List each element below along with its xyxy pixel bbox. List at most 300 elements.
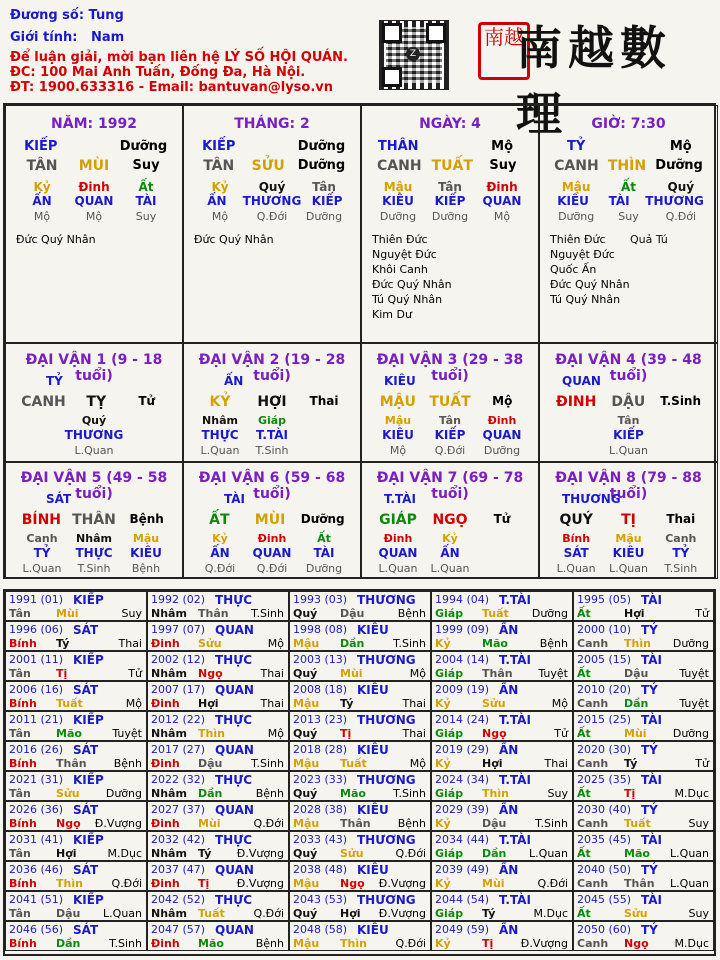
year-cell (147, 861, 289, 891)
star-item: Tú Quý Nhân (550, 293, 621, 306)
year-can: Tân (9, 787, 31, 800)
year-can: Canh (577, 697, 609, 710)
year-can: Kỷ (435, 877, 451, 890)
hidden-stem: Ất (138, 180, 154, 194)
year-can: Nhâm (151, 727, 187, 740)
year-truongsinh: T.Sinh (535, 817, 568, 830)
year-can: Bính (9, 757, 37, 770)
year-truongsinh: Tử (695, 757, 709, 770)
hidden-god: ẤN (210, 546, 230, 560)
pillar-hidden-row (16, 180, 172, 194)
year-chi: Tị (482, 937, 494, 950)
pillar-chi: TUẤT (431, 158, 473, 174)
year-label: 2016 (26) (9, 743, 64, 756)
year-cell (573, 921, 714, 951)
year-truongsinh: Bệnh (255, 937, 284, 950)
year-cell (147, 831, 289, 861)
year-cell (289, 741, 431, 771)
year-truongsinh: L.Quan (103, 907, 142, 920)
pillar-title: NĂM: 1992 (51, 116, 137, 132)
year-truongsinh: Dưỡng (105, 787, 142, 800)
year-cell (5, 621, 147, 651)
hidden-ts: T.Sinh (664, 562, 698, 575)
year-chi: Thân (482, 667, 513, 680)
daivan-truongsinh: Tử (138, 394, 156, 408)
year-can: Ất (577, 847, 591, 860)
year-truongsinh: Thai (402, 727, 426, 740)
hidden-god: KIÊU (382, 194, 414, 208)
year-truongsinh: Q.Đới (537, 877, 568, 890)
year-cell (289, 771, 431, 801)
hidden-ts: L.Quan (74, 444, 114, 457)
daivan-title: ĐẠI VẬN 2 (19 - 28 tuổi) (198, 352, 346, 384)
year-can: Tân (9, 667, 31, 680)
daivan-truongsinh: Thai (666, 512, 696, 526)
year-god: QUAN (215, 923, 254, 937)
year-truongsinh: Tử (695, 607, 709, 620)
year-god: SÁT (73, 863, 99, 877)
hidden-ts: L.Quan (22, 562, 62, 575)
daivan-title: ĐẠI VẬN 1 (9 - 18 tuổi) (25, 352, 163, 384)
pillar-cell (5, 105, 183, 343)
year-cell (5, 921, 147, 951)
hidden-god: QUAN (252, 546, 292, 560)
year-god: KIÊU (357, 683, 389, 697)
year-god: THƯƠNG (357, 713, 416, 727)
year-chi: Tuất (624, 817, 651, 830)
daivan-chi: THÂN (72, 512, 116, 528)
pillar-ts-row (550, 210, 707, 223)
year-cell (431, 861, 573, 891)
year-cell (289, 921, 431, 951)
daivan-truongsinh: T.Sinh (660, 394, 702, 408)
year-cell (5, 681, 147, 711)
daivan-top: TÀI (224, 492, 246, 506)
hidden-stem: Canh (665, 532, 697, 545)
year-truongsinh: M.Dục (107, 847, 142, 860)
daivan-hidden-row (16, 532, 172, 545)
year-truongsinh: Dưỡng (531, 607, 568, 620)
hidden-ts: L.Quan (430, 562, 470, 575)
year-label: 2048 (58) (293, 923, 348, 936)
hidden-ts (304, 444, 344, 457)
hidden-god: SÁT (563, 546, 589, 560)
year-chi: Dần (482, 847, 507, 860)
pillar-top: Dưỡng (119, 139, 168, 154)
year-chi: Tý (482, 907, 496, 920)
daivan-main-row (194, 394, 350, 410)
year-can: Canh (577, 637, 609, 650)
pillar-truongsinh: Dưỡng (655, 158, 703, 173)
daivan-ts-row (372, 444, 528, 457)
year-cell (289, 801, 431, 831)
daivan-cell (539, 343, 718, 463)
year-cell (573, 621, 714, 651)
year-label: 2015 (25) (577, 713, 632, 726)
year-truongsinh: Q.Đới (395, 847, 426, 860)
hidden-god: KIÊU (382, 428, 414, 442)
year-cell (5, 891, 147, 921)
year-can: Quý (293, 847, 318, 860)
year-can: Nhâm (151, 847, 187, 860)
year-cell (5, 771, 147, 801)
year-cell (431, 681, 573, 711)
year-chi: Mùi (624, 727, 647, 740)
hidden-ts (22, 444, 62, 457)
pillar-top (430, 139, 470, 154)
year-can: Ất (577, 607, 591, 620)
year-god: T.TÀI (499, 893, 531, 907)
hidden-god: T.TÀI (256, 428, 288, 442)
year-chi: Mão (624, 847, 650, 860)
year-cell (289, 591, 431, 621)
year-god: TỶ (641, 623, 658, 637)
year-chi: Thìn (340, 937, 367, 950)
year-truongsinh: Thai (260, 697, 284, 710)
hidden-ts: L.Quan (378, 562, 418, 575)
daivan-top: SÁT (46, 492, 72, 506)
hidden-stem: Giáp (257, 414, 287, 427)
year-god: T.TÀI (499, 713, 531, 727)
hidden-stem: Kỷ (33, 180, 51, 194)
star-item: Đức Quý Nhân (550, 278, 630, 291)
daivan-god-row (194, 546, 350, 560)
year-truongsinh: Đ.Vượng (520, 937, 568, 950)
daivan-ts-row (16, 562, 172, 575)
hidden-stem: Mậu (132, 532, 160, 545)
year-can: Nhâm (151, 607, 187, 620)
year-cell (573, 711, 714, 741)
year-can: Quý (293, 607, 318, 620)
pillar-truongsinh: Dưỡng (297, 158, 346, 173)
hidden-god (19, 428, 59, 442)
year-label: 2003 (13) (293, 653, 348, 666)
hidden-ts: Suy (135, 210, 157, 223)
year-label: 1997 (07) (151, 623, 206, 636)
year-can: Ất (577, 907, 591, 920)
year-cell (573, 831, 714, 861)
pillar-main-row (16, 158, 172, 174)
year-truongsinh: Q.Đới (253, 817, 284, 830)
year-chi: Tuất (482, 607, 509, 620)
year-truongsinh: Thai (402, 697, 426, 710)
gioi-tinh (10, 30, 124, 45)
year-truongsinh: M.Dục (674, 937, 709, 950)
daivan-ts-row (16, 444, 172, 457)
hidden-ts: Mộ (211, 210, 229, 223)
year-can: Mậu (293, 877, 320, 890)
daivan-chi: TỴ (86, 394, 107, 410)
year-can: Canh (577, 937, 609, 950)
year-label: 1991 (01) (9, 593, 64, 606)
year-cell (573, 651, 714, 681)
hidden-stem (482, 532, 522, 545)
year-god: QUAN (215, 683, 254, 697)
address-line: ĐC: 100 Mai Anh Tuấn, Đống Đa, Hà Nội. (10, 65, 306, 80)
year-label: 2026 (36) (9, 803, 64, 816)
year-chi: Ngọ (340, 877, 365, 890)
pillar-chi: MÙI (78, 158, 110, 174)
year-label: 2045 (55) (577, 893, 632, 906)
year-chi: Ngọ (482, 727, 507, 740)
year-label: 2006 (16) (9, 683, 64, 696)
hidden-stem: Tân (439, 414, 461, 427)
duong-so: Đương số: Tung (10, 8, 124, 23)
year-truongsinh: Suy (688, 817, 709, 830)
year-chi: Sửu (56, 787, 80, 800)
year-god: T.TÀI (499, 593, 531, 607)
hidden-ts: L.Quan (556, 562, 596, 575)
hidden-ts (126, 444, 166, 457)
daivan-main-row (372, 394, 528, 410)
daivan-chi: MÙI (254, 512, 286, 528)
year-chi: Tý (340, 697, 354, 710)
daivan-top: KIÊU (384, 374, 416, 388)
year-chi: Thìn (56, 877, 83, 890)
year-cell (431, 831, 573, 861)
hidden-ts: L.Quan (609, 562, 648, 575)
daivan-cell (539, 461, 718, 579)
hidden-god: KIẾP (434, 194, 466, 208)
year-truongsinh: Tử (128, 667, 142, 680)
year-cell (431, 801, 573, 831)
year-label: 2014 (24) (435, 713, 490, 726)
hidden-god: THƯƠNG (242, 194, 302, 208)
daivan-can: CANH (21, 394, 66, 410)
year-can: Mậu (293, 697, 320, 710)
year-can: Quý (293, 787, 318, 800)
year-cell (289, 711, 431, 741)
year-god: THỰC (215, 833, 253, 847)
year-label: 2027 (37) (151, 803, 206, 816)
year-can: Canh (577, 757, 609, 770)
daivan-title: ĐẠI VẬN 3 (29 - 38 tuổi) (376, 352, 524, 384)
pillar-god-row (550, 194, 707, 208)
year-label: 2021 (31) (9, 773, 64, 786)
star-item: Thiên Đức (372, 233, 428, 246)
pillar-top-row (16, 139, 172, 154)
year-can: Quý (293, 907, 318, 920)
year-can: Giáp (435, 787, 464, 800)
year-chi: Mùi (56, 607, 79, 620)
year-chi: Tuất (198, 907, 225, 920)
year-can: Bính (9, 817, 37, 830)
hidden-stem (304, 414, 344, 427)
year-god: KIẾP (73, 713, 104, 727)
pillar-can: TÂN (26, 158, 58, 174)
year-god: TÀI (641, 653, 663, 667)
pillar-god-row (16, 194, 172, 208)
year-label: 1998 (08) (293, 623, 348, 636)
hidden-god: TÀI (608, 194, 630, 208)
pillar-top: THÂN (377, 139, 419, 154)
pillar-ts-row (372, 210, 528, 223)
year-cell (5, 831, 147, 861)
hidden-god: KIẾP (434, 428, 466, 442)
year-god: THƯƠNG (357, 893, 416, 907)
year-can: Đinh (151, 937, 180, 950)
daivan-hidden-row (372, 414, 528, 427)
year-chi: Hợi (198, 697, 219, 710)
daivan-god-row (550, 546, 707, 560)
year-truongsinh: T.Sinh (393, 637, 426, 650)
year-chi: Thân (624, 877, 655, 890)
year-label: 2022 (32) (151, 773, 206, 786)
year-cell (289, 651, 431, 681)
hidden-ts (661, 444, 701, 457)
hidden-ts: L.Quan (609, 444, 648, 457)
year-label: 1996 (06) (9, 623, 64, 636)
year-truongsinh: Suy (688, 907, 709, 920)
year-label: 2050 (60) (577, 923, 632, 936)
year-god: TÀI (641, 773, 663, 787)
year-label: 2013 (23) (293, 713, 348, 726)
year-god: THỰC (215, 773, 253, 787)
year-truongsinh: Thai (260, 667, 284, 680)
year-can: Tân (9, 727, 31, 740)
daivan-ts-row (194, 444, 350, 457)
year-can: Mậu (293, 637, 320, 650)
year-label: 2004 (14) (435, 653, 490, 666)
year-cell (573, 681, 714, 711)
daivan-truongsinh: Bệnh (129, 512, 164, 526)
star-item: Kim Dư (372, 308, 412, 321)
hidden-god: THỰC (201, 428, 239, 442)
year-god: KIẾP (73, 653, 104, 667)
pillar-main-row (550, 158, 707, 174)
year-truongsinh: Đ.Vượng (236, 847, 284, 860)
year-cell (147, 711, 289, 741)
daivan-can: GIÁP (379, 512, 417, 528)
year-label: 2034 (44) (435, 833, 490, 846)
year-god: THƯƠNG (357, 653, 416, 667)
year-god: SÁT (73, 803, 99, 817)
year-cell (5, 711, 147, 741)
year-label: 2001 (11) (9, 653, 64, 666)
daivan-top: T.TÀI (384, 492, 416, 506)
hidden-stem: Canh (26, 532, 58, 545)
year-truongsinh: Q.Đới (111, 877, 142, 890)
daivan-hidden-row (194, 532, 350, 545)
year-truongsinh: L.Quan (670, 847, 709, 860)
daivan-can: KỶ (209, 394, 231, 410)
contact-line: Để luận giải, mời bạn liên hệ LÝ SỐ HỘI QUÁN. (10, 50, 348, 65)
daivan-title: ĐẠI VẬN 5 (49 - 58 tuổi) (20, 470, 168, 502)
hidden-ts: Dưỡng (431, 210, 469, 223)
year-cell (289, 891, 431, 921)
year-can: Nhâm (151, 787, 187, 800)
daivan-cell (361, 343, 539, 463)
pillar-chi: THÌN (607, 158, 647, 174)
year-label: 2012 (22) (151, 713, 206, 726)
star-item: Đức Quý Nhân (16, 233, 96, 246)
pillar-grid (3, 103, 716, 579)
year-cell (147, 921, 289, 951)
pillar-god-row (194, 194, 350, 208)
year-truongsinh: Mộ (267, 637, 284, 650)
daivan-main-row (550, 394, 707, 410)
year-truongsinh: Đ.Vượng (236, 877, 284, 890)
hidden-stem: Mậu (383, 180, 413, 194)
year-label: 2039 (49) (435, 863, 490, 876)
year-can: Quý (293, 667, 318, 680)
pillar-hidden-row (194, 180, 350, 194)
hidden-ts: Q.Đới (665, 210, 697, 223)
daivan-can: QUÝ (559, 512, 593, 528)
year-god: ẤN (499, 743, 519, 757)
year-god: TỶ (641, 923, 658, 937)
hidden-ts: Dưỡng (379, 210, 417, 223)
hidden-god: ẤN (32, 194, 52, 208)
year-god: ẤN (499, 923, 519, 937)
year-cell (147, 651, 289, 681)
year-can: Tân (9, 847, 31, 860)
year-label: 2002 (12) (151, 653, 206, 666)
year-can: Canh (577, 877, 609, 890)
year-god: THỰC (215, 653, 253, 667)
hidden-ts: Q.Đới (204, 562, 236, 575)
year-cell (5, 651, 147, 681)
hidden-ts: Dưỡng (558, 210, 595, 223)
year-god: TỶ (641, 863, 658, 877)
year-god: KIẾP (73, 833, 104, 847)
year-can: Đinh (151, 637, 180, 650)
hidden-ts: Q.Đới (256, 210, 288, 223)
year-chi: Tý (624, 757, 638, 770)
year-cell (431, 891, 573, 921)
year-label: 2000 (10) (577, 623, 632, 636)
star-item: Thiên Đức (550, 233, 606, 246)
year-can: Ất (577, 727, 591, 740)
year-cell (431, 771, 573, 801)
year-truongsinh: Q.Đới (395, 937, 426, 950)
year-cell (431, 711, 573, 741)
daivan-top: TỶ (46, 374, 63, 388)
year-cell (147, 681, 289, 711)
daivan-hidden-row (550, 414, 707, 427)
year-label: 2042 (52) (151, 893, 206, 906)
year-can: Giáp (435, 667, 464, 680)
year-chi: Ngọ (198, 667, 223, 680)
daivan-ts-row (372, 562, 528, 575)
year-label: 2019 (29) (435, 743, 490, 756)
year-truongsinh: Bệnh (539, 637, 568, 650)
year-cell (431, 621, 573, 651)
year-cell (573, 861, 714, 891)
year-truongsinh: Dưỡng (672, 727, 709, 740)
hidden-stem: Nhâm (202, 414, 238, 427)
year-truongsinh: Q.Đới (253, 907, 284, 920)
year-can: Tân (9, 607, 31, 620)
year-can: Mậu (293, 937, 320, 950)
year-chi: Tuất (56, 697, 83, 710)
year-chi: Dần (198, 787, 223, 800)
daivan-god-row (16, 428, 172, 442)
daivan-cell (183, 343, 361, 463)
year-chi: Hợi (340, 907, 361, 920)
year-chi: Dậu (340, 607, 365, 620)
year-god: QUAN (215, 803, 254, 817)
hidden-ts: Q.Đới (434, 444, 466, 457)
hidden-stem (22, 414, 62, 427)
logo-text: 南越數理 (516, 21, 672, 141)
daivan-can: ĐINH (555, 394, 597, 410)
hidden-stem: Ất (620, 180, 636, 194)
daivan-can: BÍNH (21, 512, 62, 528)
year-cell (289, 621, 431, 651)
year-can: Bính (9, 697, 37, 710)
daivan-top: THƯƠNG (562, 492, 621, 506)
